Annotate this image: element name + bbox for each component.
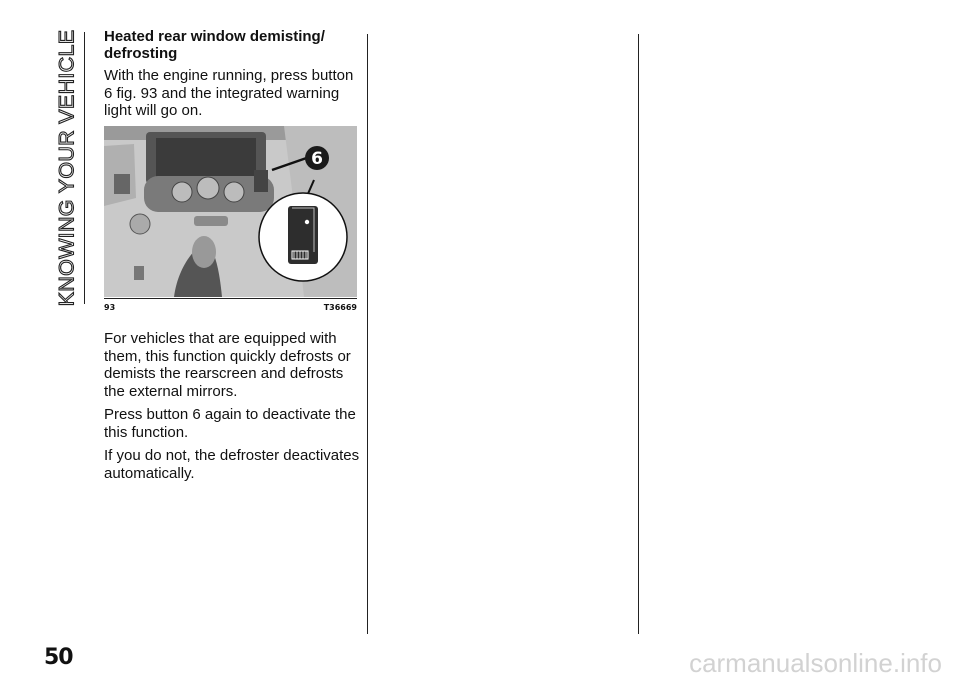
column-rule-2 <box>638 34 639 634</box>
dashboard-illustration <box>104 126 357 297</box>
body-text <box>104 330 360 488</box>
paragraph-3: If you do not, the defroster deactivates automatically. <box>104 447 360 482</box>
column-rule-1 <box>367 34 368 634</box>
section-heading: Heated rear window demisting/ defrosting <box>104 28 325 62</box>
intro-block <box>104 28 358 126</box>
watermark: carmanualsonline.info <box>689 648 942 678</box>
paragraph-2: Press button 6 again to deactivate the this function. <box>104 406 356 441</box>
page-number: 50 <box>44 645 73 670</box>
rear-window-defrost-icon <box>292 251 308 259</box>
section-divider <box>84 32 85 304</box>
figure-caption <box>104 298 357 315</box>
paragraph-1: For vehicles that are equipped with them, this function quickly defrosts or demists the rearscreen and defrosts the external mirrors. <box>104 330 351 400</box>
figure-number: 93 <box>104 303 116 312</box>
intro-paragraph: With the engine running, press button 6 fig. 93 and the integrated warning light will go on. <box>104 67 354 119</box>
section-tab-label: KNOWING YOUR VEHICLE <box>54 29 79 307</box>
section-tab <box>52 29 82 307</box>
figure-dashboard-photo <box>104 126 357 297</box>
figure-callout: 6 <box>311 149 323 169</box>
figure-code: T36669 <box>323 303 357 312</box>
